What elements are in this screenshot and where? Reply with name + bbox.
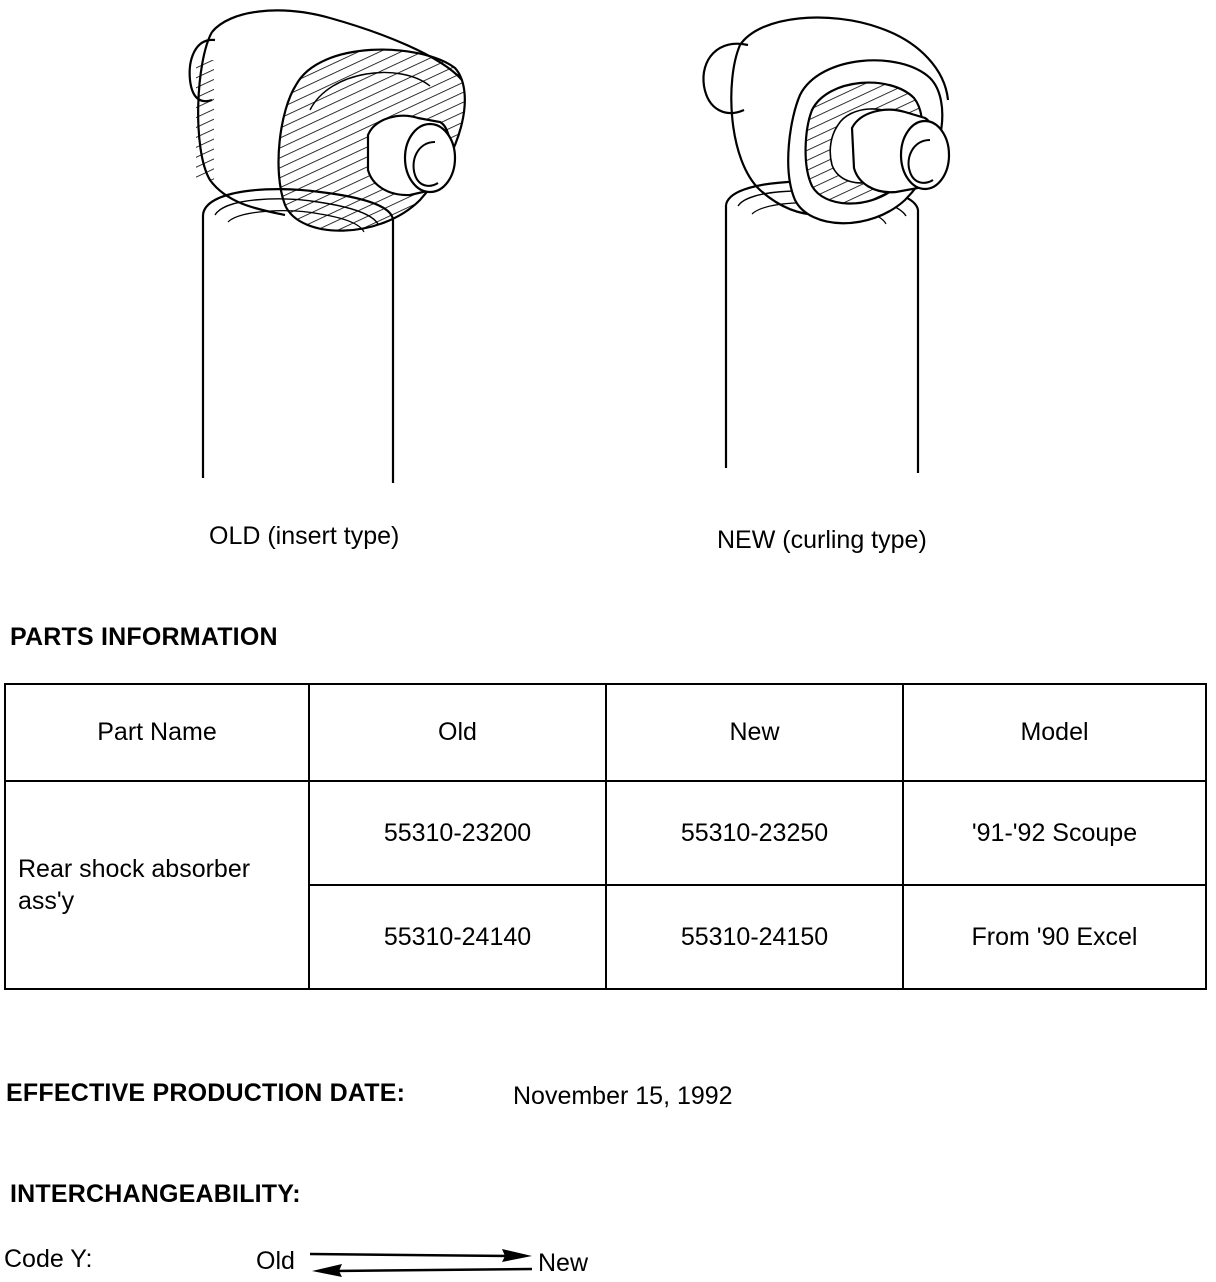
model-cell: '91-'92 Scoupe [903,781,1206,885]
production-date-label: EFFECTIVE PRODUCTION DATE: [6,1079,406,1107]
header-model: Model [903,684,1206,781]
interchange-from: Old [256,1247,295,1275]
parts-information-heading: PARTS INFORMATION [10,623,278,651]
header-part-name: Part Name [5,684,309,781]
old-caption: OLD (insert type) [209,522,400,550]
shock-absorber-illustrations [0,0,1216,520]
old-part-number: 55310-23200 [309,781,606,885]
table-header-row [5,684,1206,781]
interchange-to: New [538,1249,589,1277]
new-part-number: 55310-24150 [606,885,903,989]
parts-table [4,683,1207,990]
new-shock-absorber-drawing [703,18,949,473]
old-shock-absorber-drawing [190,10,465,483]
part-name-cell: Rear shock absorber ass'y [5,781,309,989]
new-part-number: 55310-23250 [606,781,903,885]
interchangeability-heading: INTERCHANGEABILITY: [10,1180,301,1208]
header-new: New [606,684,903,781]
production-date-value: November 15, 1992 [513,1082,733,1110]
code-label: Code Y: [4,1245,93,1273]
model-cell: From '90 Excel [903,885,1206,989]
table-row [5,781,1206,885]
bidirectional-arrow-icon [306,1246,538,1278]
header-old: Old [309,684,606,781]
new-caption: NEW (curling type) [717,526,927,554]
old-part-number: 55310-24140 [309,885,606,989]
